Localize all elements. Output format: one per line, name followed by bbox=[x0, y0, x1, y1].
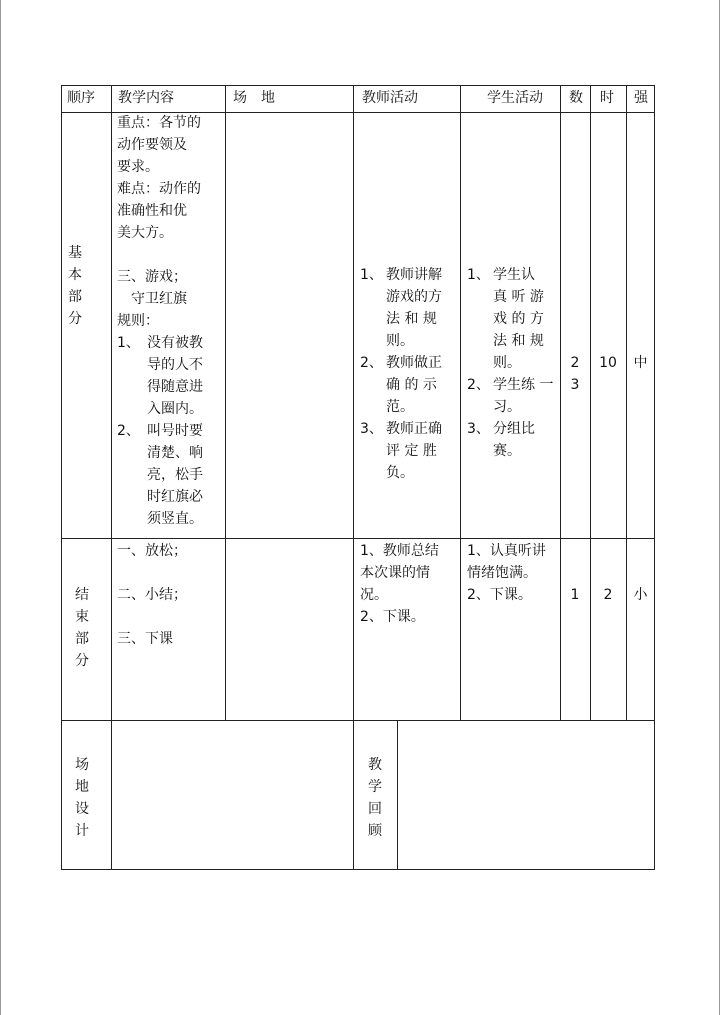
header-venue: 场 地 bbox=[233, 90, 275, 106]
page-edge-left bbox=[0, 0, 1, 1015]
rule-item: 1、 没有被教 导的人不 得随意进 入圈内。 bbox=[117, 335, 203, 417]
student-item: 2、 学生练 一 习。 bbox=[467, 377, 554, 415]
rule-item: 2、 叫号时要 清楚、响 亮，松手 时红旗必 须竖直。 bbox=[117, 423, 203, 527]
teacher-item: 1、 教师讲解 游戏的方 法 和 规 则。 bbox=[360, 267, 442, 349]
ending-section-label: 结 束 部 分 bbox=[75, 587, 89, 669]
basic-count: 2 3 bbox=[570, 355, 580, 393]
header-teacher-activity: 教师活动 bbox=[362, 90, 418, 106]
teacher-item: 2、 教师做正 确 的 示 范。 bbox=[360, 355, 442, 415]
header-student-activity: 学生活动 bbox=[487, 90, 543, 106]
teaching-review-label: 教 学 回 顾 bbox=[368, 757, 382, 839]
basic-teacher-activity bbox=[360, 264, 456, 484]
ending-count: 1 bbox=[570, 587, 580, 603]
ending-content: 一、放松； 二、小结； 三、下课 bbox=[117, 543, 187, 647]
basic-time: 10 bbox=[599, 355, 617, 371]
venue-design-label: 场 地 设 计 bbox=[75, 757, 89, 839]
header-time: 时 bbox=[600, 90, 614, 106]
basic-rules bbox=[117, 332, 223, 530]
ending-student-activity: 1、认真听讲 情绪饱满。 2、下课。 bbox=[467, 543, 546, 603]
ending-teacher-activity: 1、教师总结 本次课的情 况。 2、下课。 bbox=[360, 543, 439, 625]
ending-time: 2 bbox=[603, 587, 613, 603]
ending-intensity: 小 bbox=[633, 587, 648, 603]
basic-content: 重点：各节的 动作要领及 要求。 难点：动作的 准确性和优 美大方。 三、游戏； 守卫红旗 规则： bbox=[117, 115, 201, 329]
header-count: 数 bbox=[569, 90, 583, 106]
header-content: 教学内容 bbox=[118, 90, 174, 106]
basic-student-activity bbox=[467, 264, 559, 462]
student-item: 1、 学生认 真 听 游 戏 的 方 法 和 规 则。 bbox=[467, 267, 544, 371]
header-order: 顺序 bbox=[67, 90, 95, 106]
teacher-item: 3、 教师正确 评 定 胜 负。 bbox=[360, 421, 442, 481]
header-intensity: 强 bbox=[634, 90, 648, 106]
basic-section-label: 基 本 部 分 bbox=[68, 245, 82, 327]
basic-intensity: 中 bbox=[633, 355, 648, 371]
student-item: 3、 分组比 赛。 bbox=[467, 421, 535, 459]
